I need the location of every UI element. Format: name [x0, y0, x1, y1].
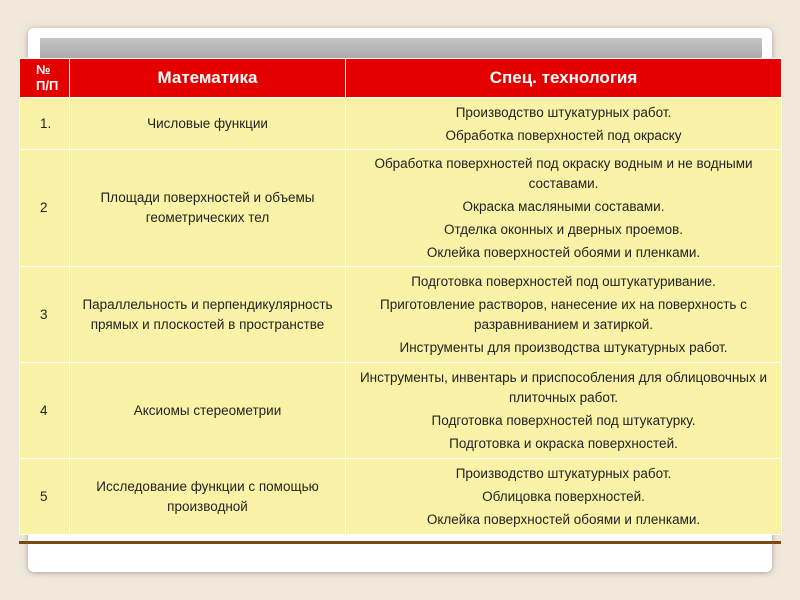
tech-item: Подготовка и окраска поверхностей. [449, 436, 678, 451]
tech-item: Обработка поверхностей под окраску [445, 127, 682, 143]
table-row [20, 363, 782, 459]
table-row [20, 150, 782, 267]
bottom-rule [19, 541, 781, 544]
tech-item: Оклейка поверхностей обоями и пленками. [426, 245, 701, 260]
math-topic: Параллельность и перпендикулярность прямых и плоскостей в пространстве [70, 267, 346, 363]
tech-item: Производство штукатурных работ. [455, 104, 672, 120]
tech-topics [346, 459, 782, 535]
math-topic: Аксиомы стереометрии [70, 363, 346, 459]
tech-item: Оклейка поверхностей обоями и пленками. [426, 512, 701, 527]
tech-item: Производство штукатурных работ. [455, 466, 672, 481]
header-number: № П/П [20, 59, 70, 98]
math-topic: Числовые функции [70, 98, 346, 150]
row-number: 2 [20, 150, 70, 267]
row-number: 5 [20, 459, 70, 535]
tech-topics [346, 98, 782, 150]
row-number: 3 [20, 267, 70, 363]
tech-item: Подготовка поверхностей под штукатурку. [431, 413, 696, 428]
curriculum-table [19, 58, 782, 535]
math-topic: Исследование функции с помощью производной [70, 459, 346, 535]
math-topic: Площади поверхностей и объемы геометрических тел [70, 150, 346, 267]
row-number: 1. [20, 98, 70, 150]
tech-item: Инструменты, инвентарь и приспособления для облицовочных и плиточных работ. [359, 370, 768, 405]
tech-item: Облицовка поверхностей. [482, 489, 645, 504]
row-number: 4 [20, 363, 70, 459]
tech-topics [346, 267, 782, 363]
tech-item: Обработка поверхностей под окраску водным и не водными составами. [374, 156, 753, 191]
slide-top-bar [40, 38, 762, 60]
curriculum-table-wrapper [19, 58, 781, 535]
table-row [20, 267, 782, 363]
table-row [20, 459, 782, 535]
tech-topics [346, 150, 782, 267]
table-header-row [20, 59, 782, 98]
tech-item: Подготовка поверхностей под оштукатуривание. [411, 274, 716, 289]
table-row [20, 98, 782, 150]
tech-item: Окраска масляными составами. [462, 199, 665, 214]
header-math: Математика [70, 59, 346, 98]
tech-item: Отделка оконных и дверных проемов. [443, 222, 684, 237]
tech-item: Приготовление растворов, нанесение их на поверхность с разравниванием и затиркой. [380, 297, 747, 332]
tech-item: Инструменты для производства штукатурных работ. [399, 340, 728, 355]
header-tech: Спец. технология [346, 59, 782, 98]
tech-topics [346, 363, 782, 459]
